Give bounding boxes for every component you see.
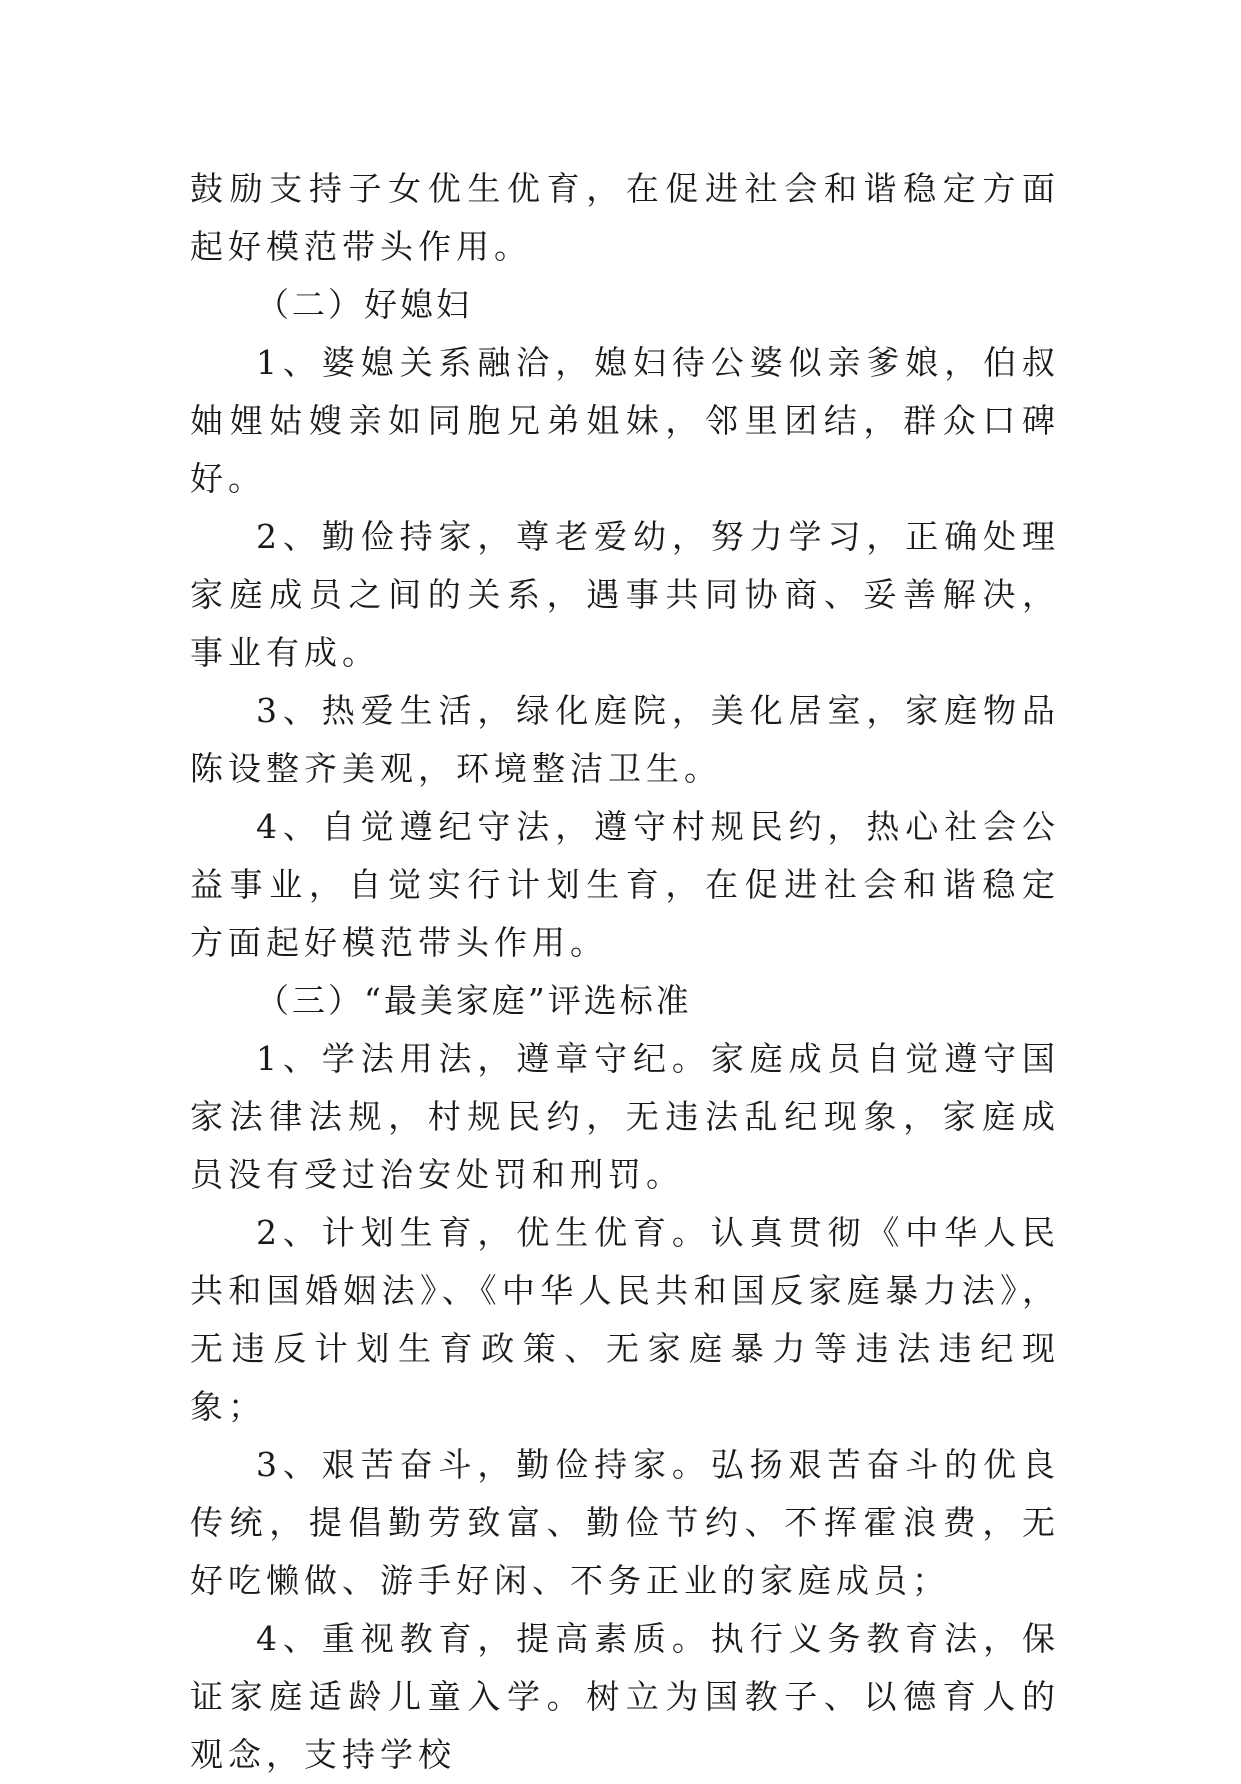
section-three-item-2: 2、计划生育，优生优育。认真贯彻《中华人民共和国婚姻法》、《中华人民共和国反家庭暴力法》，无违反计划生育政策、无家庭暴力等违法违纪现象； bbox=[190, 1213, 1060, 1426]
section-three-item-3: 3、艰苦奋斗，勤俭持家。弘扬艰苦奋斗的优良传统，提倡勤劳致富、勤俭节约、不挥霍浪费，无好吃懒做、游手好闲、不务正业的家庭成员； bbox=[190, 1445, 1060, 1600]
continuation-paragraph: 鼓励支持子女优生优育，在促进社会和谐稳定方面起好模范带头作用。 bbox=[190, 169, 1060, 266]
section-two-item-4: 4、自觉遵纪守法，遵守村规民约，热心社会公益事业，自觉实行计划生育，在促进社会和谐稳定方面起好模范带头作用。 bbox=[190, 807, 1060, 962]
section-two-heading: （二）好媳妇 bbox=[256, 285, 472, 324]
section-two-item-3: 3、热爱生活，绿化庭院，美化居室，家庭物品陈设整齐美观，环境整洁卫生。 bbox=[190, 691, 1060, 788]
section-three-heading: （三）“最美家庭”评选标准 bbox=[256, 981, 692, 1020]
document-body bbox=[190, 160, 1060, 1784]
section-two-item-2: 2、勤俭持家，尊老爱幼，努力学习，正确处理家庭成员之间的关系，遇事共同协商、妥善解决，事业有成。 bbox=[190, 517, 1060, 672]
section-two-item-1: 1、婆媳关系融洽，媳妇待公婆似亲爹娘，伯叔妯娌姑嫂亲如同胞兄弟姐妹，邻里团结，群众口碑好。 bbox=[190, 343, 1060, 498]
section-three-item-1: 1、学法用法，遵章守纪。家庭成员自觉遵守国家法律法规，村规民约，无违法乱纪现象，家庭成员没有受过治安处罚和刑罚。 bbox=[190, 1039, 1060, 1194]
section-three-item-4: 4、重视教育，提高素质。执行义务教育法，保证家庭适龄儿童入学。树立为国教子、以德育人的观念，支持学校 bbox=[190, 1619, 1060, 1774]
